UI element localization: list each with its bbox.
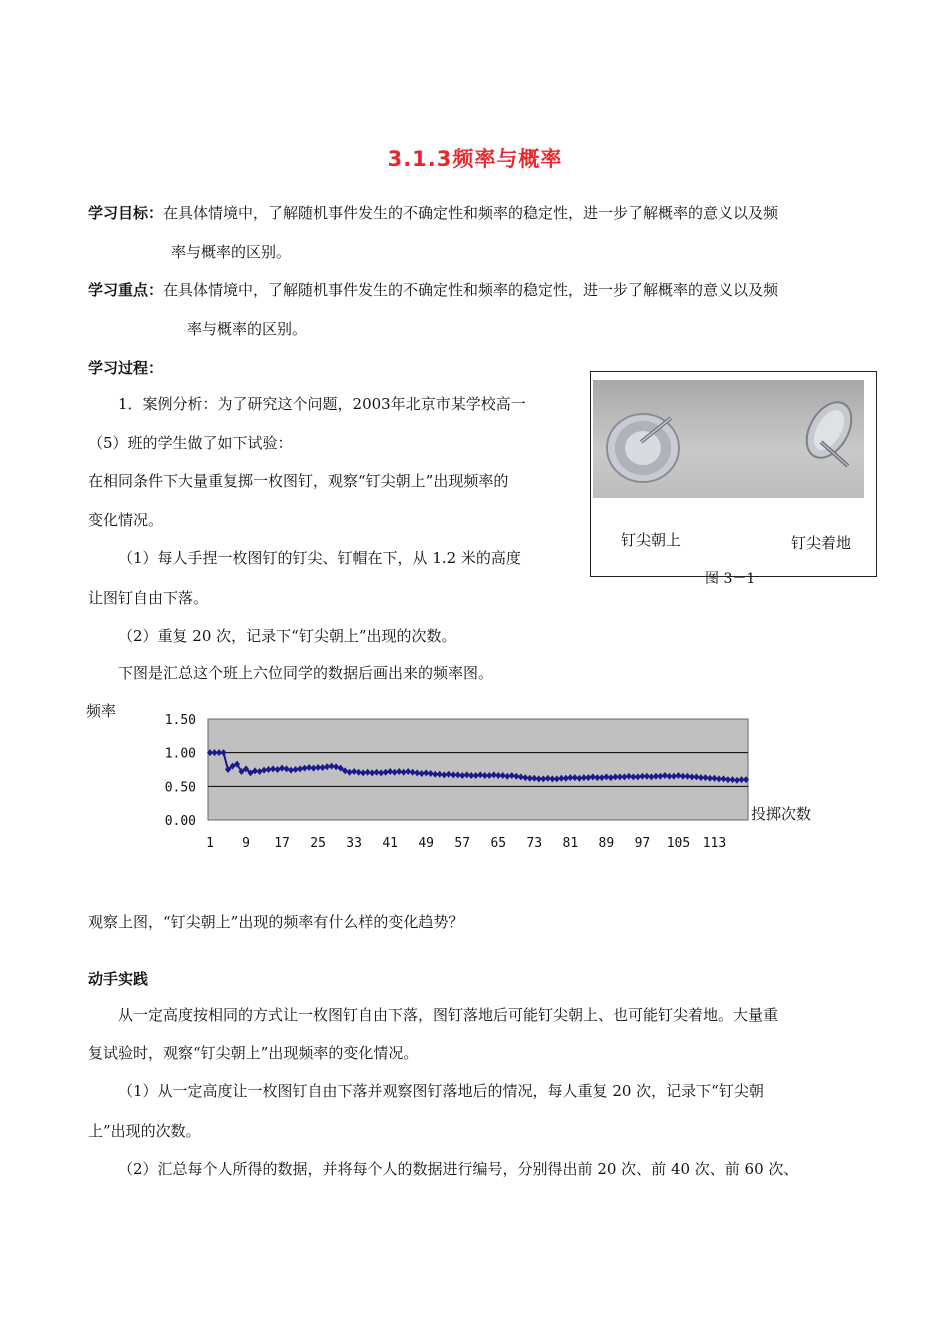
process-p7: （2）重复 20 次，记录下“钉尖朝上”出现的次数。 xyxy=(118,627,457,645)
chart-ylabel: 频率 xyxy=(86,702,117,720)
focus-label: 学习重点： xyxy=(88,281,164,299)
x-tick-label: 1 xyxy=(206,836,214,851)
practice-label: 动手实践 xyxy=(88,970,149,988)
objectives-text-2: 率与概率的区别。 xyxy=(171,243,292,261)
y-tick-label: 1.00 xyxy=(164,746,196,762)
x-tick-label: 89 xyxy=(598,836,615,851)
y-tick-label: 0.50 xyxy=(164,780,196,796)
x-tick-label: 73 xyxy=(526,836,543,851)
x-tick-label: 9 xyxy=(242,836,250,851)
focus-line1 xyxy=(88,279,778,300)
x-tick-label: 33 xyxy=(346,836,362,851)
x-tick-label: 25 xyxy=(310,836,326,851)
x-tick-label: 49 xyxy=(418,836,435,851)
x-tick-label: 17 xyxy=(274,836,290,851)
practice-l3: （1）从一定高度让一枚图钉自由下落并观察图钉落地后的情况，每人重复 20 次，记录下“钉尖朝 xyxy=(118,1082,764,1100)
focus-text-2: 率与概率的区别。 xyxy=(187,320,308,338)
y-tick-label: 0.00 xyxy=(164,814,196,829)
process-p5: （1）每人手捏一枚图钉的钉尖、钉帽在下，从 1.2 米的高度 xyxy=(118,549,521,567)
x-tick-label: 113 xyxy=(702,836,727,851)
x-tick-label: 81 xyxy=(562,836,579,851)
practice-l1: 从一定高度按相同的方式让一枚图钉自由下落，图钉落地后可能钉尖朝上、也可能钉尖着地。大量重 xyxy=(118,1006,779,1024)
process-p8: 下图是汇总这个班上六位同学的数据后画出来的频率图。 xyxy=(118,664,494,682)
figure-caption: 图 3－1 xyxy=(705,571,756,587)
process-p6: 让图钉自由下落。 xyxy=(88,589,209,607)
chart-xlabel: 投掷次数 xyxy=(751,805,812,823)
x-tick-label: 65 xyxy=(490,836,507,851)
page-title: 3.1.3频率与概率 xyxy=(387,147,563,171)
objectives-line1 xyxy=(88,202,778,223)
frequency-chart xyxy=(140,705,760,855)
process-p1: 1．案例分析：为了研究这个问题，2003年北京市某学校高一 xyxy=(118,395,526,413)
process-p4: 变化情况。 xyxy=(88,511,164,529)
thumbtack-figure xyxy=(590,371,877,577)
objectives-label: 学习目标： xyxy=(88,204,164,222)
process-p2: （5）班的学生做了如下试验： xyxy=(88,434,293,452)
x-tick-label: 105 xyxy=(666,836,691,851)
practice-l2: 复试验时，观察“钉尖朝上”出现频率的变化情况。 xyxy=(88,1044,419,1062)
x-tick-label: 97 xyxy=(634,836,651,851)
process-p3: 在相同条件下大量重复掷一枚图钉，观察“钉尖朝上”出现频率的 xyxy=(88,472,509,490)
label-point-up: 钉尖朝上 xyxy=(621,531,682,549)
x-tick-label: 41 xyxy=(382,836,398,851)
x-tick-label: 57 xyxy=(454,836,471,851)
practice-l4: 上”出现的次数。 xyxy=(88,1122,201,1140)
label-point-ground: 钉尖着地 xyxy=(791,534,852,552)
objectives-text-1: 在具体情境中，了解随机事件发生的不确定性和频率的稳定性，进一步了解概率的意义以及频 xyxy=(163,204,779,222)
question: 观察上图，“钉尖朝上”出现的频率有什么样的变化趋势？ xyxy=(88,913,464,931)
thumbtack-photo xyxy=(593,380,864,498)
thumbtack-illustration xyxy=(593,380,864,498)
focus-text-1: 在具体情境中，了解随机事件发生的不确定性和频率的稳定性，进一步了解概率的意义以及频 xyxy=(163,281,779,299)
y-tick-label: 1.50 xyxy=(164,713,196,728)
process-label: 学习过程： xyxy=(88,359,164,377)
practice-l5: （2）汇总每个人所得的数据，并将每个人的数据进行编号，分别得出前 20 次、前 40 次、前 60 次、 xyxy=(118,1160,799,1178)
